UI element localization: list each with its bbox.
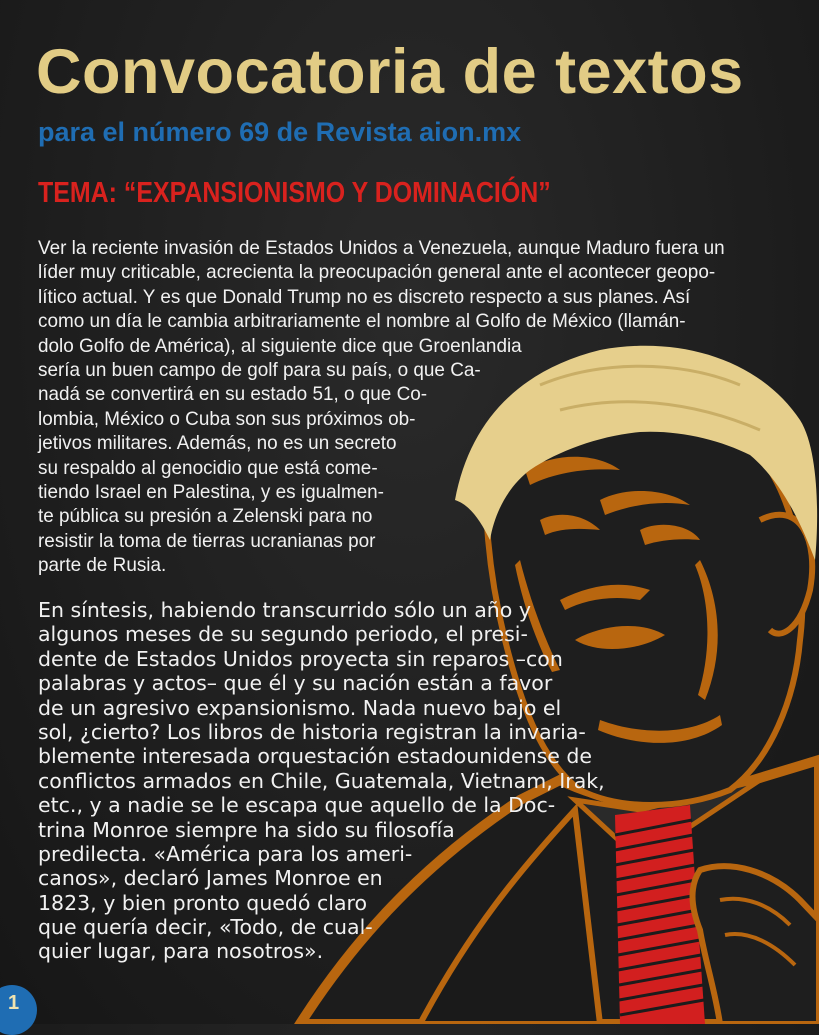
text-line: conflictos armados en Chile, Guatemala, Vietnam, Irak, [38,769,605,793]
text-line: dente de Estados Unidos proyecta sin reparos –con [38,647,605,671]
text-line: tiendo Israel en Palestina, y es igualmen- [38,480,725,504]
text-line: quier lugar, para nosotros». [38,939,605,963]
theme-heading: TEMA: “EXPANSIONISMO Y DOMINACIÓN” [38,177,551,210]
red-tie [615,805,705,1024]
body-paragraph-1 [38,236,725,577]
text-line: Ver la reciente invasión de Estados Unidos a Venezuela, aunque Maduro fuera un [38,236,725,260]
text-line: de un agresivo expansionismo. Nada nuevo bajo el [38,696,605,720]
text-line: predilecta. «América para los ameri- [38,842,605,866]
text-line: nadá se convertirá en su estado 51, o que Co- [38,382,725,406]
text-line: líder muy criticable, acrecienta la preocupación general ante el acontecer geopo- [38,260,725,284]
text-line: como un día le cambia arbitrariamente el nombre al Golfo de México (llamán- [38,309,725,333]
text-line: etc., y a nadie se le escapa que aquello de la Doc- [38,793,605,817]
text-line: resistir la toma de tierras ucranianas por [38,529,725,553]
text-line: lítico actual. Y es que Donald Trump no es discreto respecto a sus planes. Así [38,285,725,309]
text-line: jetivos militares. Además, no es un secreto [38,431,725,455]
text-line: blemente interesada orquestación estadounidense de [38,744,605,768]
subtitle: para el número 69 de Revista aion.mx [38,117,521,148]
text-line: que quería decir, «Todo, de cual- [38,915,605,939]
text-line: palabras y actos– que él y su nación están a favor [38,671,605,695]
text-line: 1823, y bien pronto quedó claro [38,891,605,915]
text-line: dolo Golfo de América), al siguiente dice que Groenlandia [38,334,725,358]
page-number: 1 [8,992,19,1015]
text-line: algunos meses de su segundo periodo, el presi- [38,622,605,646]
text-line: parte de Rusia. [38,553,725,577]
text-line: canos», declaró James Monroe en [38,866,605,890]
text-line: trina Monroe siempre ha sido su filosofía [38,818,605,842]
text-line: te pública su presión a Zelenski para no [38,504,725,528]
text-line: su respaldo al genocidio que está come- [38,456,725,480]
text-line: lombia, México o Cuba son sus próximos ob- [38,407,725,431]
page-title: Convocatoria de textos [36,36,744,108]
text-line: En síntesis, habiendo transcurrido sólo un año y [38,598,605,622]
text-line: sol, ¿cierto? Los libros de historia registran la invaria- [38,720,605,744]
text-line: sería un buen campo de golf para su país, o que Ca- [38,358,725,382]
body-paragraph-2 [38,598,605,964]
